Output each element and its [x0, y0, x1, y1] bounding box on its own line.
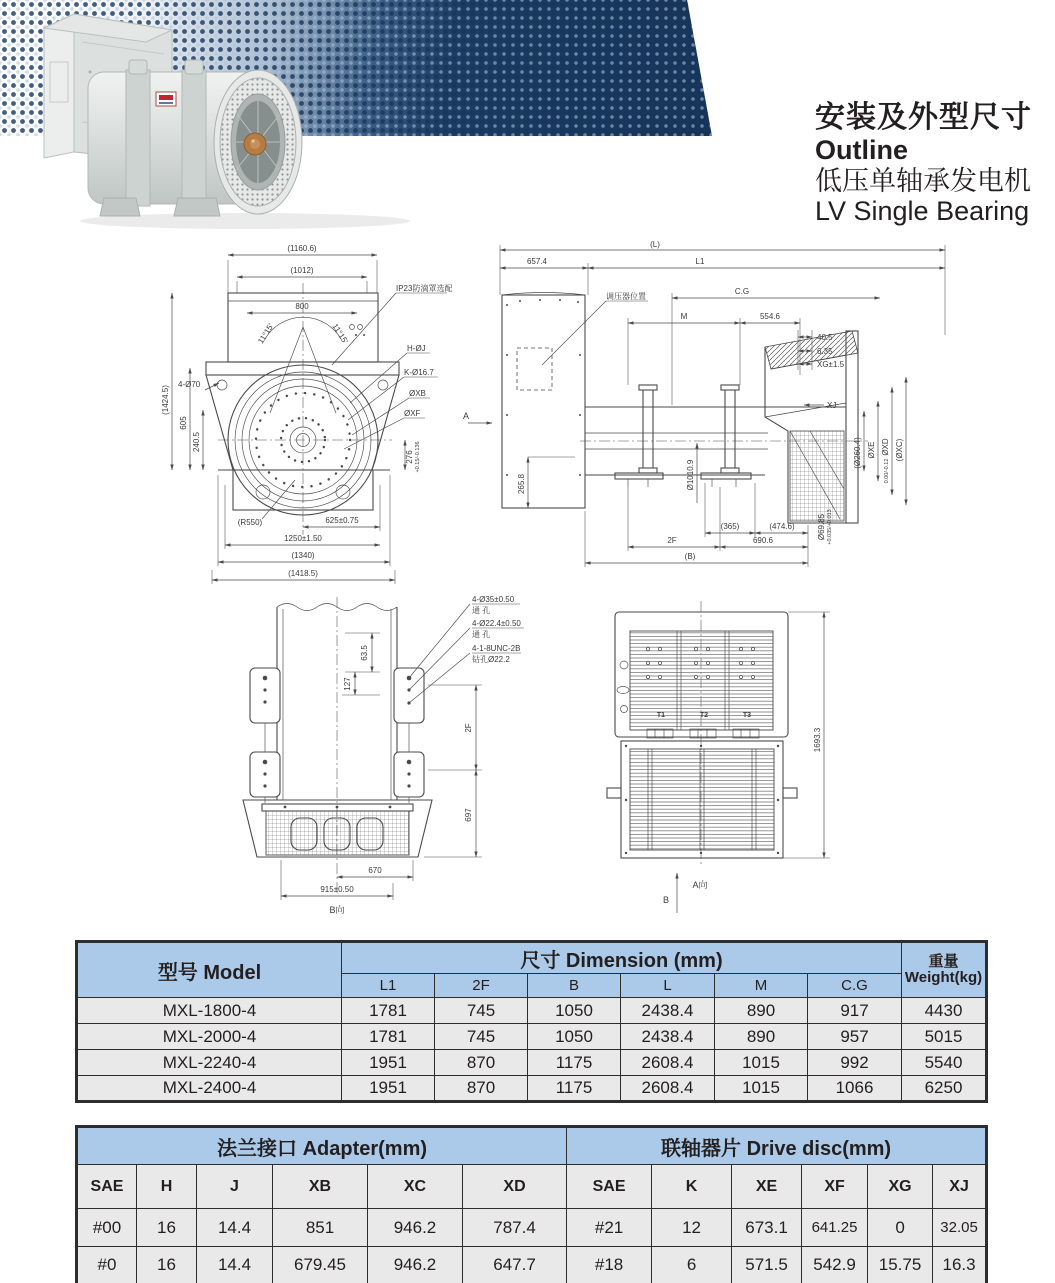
dim-label: 697 [464, 808, 473, 822]
cell: 5015 [902, 1024, 987, 1050]
cell: 946.2 [368, 1247, 463, 1283]
cell: #0 [77, 1247, 137, 1283]
dim-label: Ø1010.9 [686, 459, 695, 491]
cell: 679.45 [273, 1247, 368, 1283]
cell: 0 [868, 1209, 933, 1247]
dim-label: 2F [667, 536, 677, 545]
cell: 745 [435, 998, 528, 1024]
column-header: SAE [567, 1165, 652, 1209]
terminal-label: T1 [656, 712, 666, 719]
cell: 1015 [715, 1076, 808, 1102]
leader-label: 通 孔 [472, 630, 491, 639]
side-view-drawing [463, 240, 945, 567]
cell: #18 [567, 1247, 652, 1283]
dim-label: C.G [734, 287, 750, 296]
column-header: XB [273, 1165, 368, 1209]
dim-label: (1418.5) [288, 569, 318, 578]
leader-label: 4-1-8UNC-2B [472, 644, 521, 653]
leader-label: 通 孔 [472, 606, 491, 615]
dim-label: 554.6 [759, 312, 781, 321]
model-cell: MXL-2240-4 [77, 1050, 342, 1076]
column-header: XC [368, 1165, 463, 1209]
column-header: H [137, 1165, 197, 1209]
model-cell: MXL-1800-4 [77, 998, 342, 1024]
dim-label: L1 [695, 257, 705, 266]
dim-label: 690.6 [752, 536, 774, 545]
cell: 745 [435, 1024, 528, 1050]
column-header: M [715, 974, 808, 998]
page-title-en: Outline [815, 134, 908, 165]
column-header: B [528, 974, 621, 998]
cell: 1066 [808, 1076, 902, 1102]
cell: 917 [808, 998, 902, 1024]
leader-label: IP23防滴罩选配 [396, 284, 453, 293]
dim-label: 4-Ø70 [178, 380, 201, 389]
leader-label: 钻孔Ø22.2 [472, 655, 510, 664]
cell: 6 [652, 1247, 732, 1283]
cell: 1015 [715, 1050, 808, 1076]
dim-label: M [680, 312, 688, 321]
dim-label: 240.5 [192, 431, 201, 453]
dim-label: ØXD [881, 438, 890, 456]
dim-label: (474.6) [769, 522, 795, 531]
cell: 890 [715, 1024, 808, 1050]
dim-label: (ØXC) [895, 438, 904, 462]
column-header: K [652, 1165, 732, 1209]
terminal-label: T2 [699, 712, 709, 719]
drive-end-grille [214, 70, 302, 214]
dim-label: XG±1.5 [817, 360, 845, 369]
weight-header [902, 942, 987, 998]
dim-label: 276 [405, 450, 414, 464]
cell: 1050 [528, 998, 621, 1024]
cell: 992 [808, 1050, 902, 1076]
column-header: XD [463, 1165, 567, 1209]
dim-label: 915±0.50 [320, 885, 354, 894]
leader-label: 4-Ø35±0.50 [472, 595, 515, 604]
cell: 15.75 [868, 1247, 933, 1283]
dim-label: (L) [650, 240, 660, 249]
dim-label: 11°15' [256, 321, 276, 346]
leader-label: H-ØJ [407, 344, 426, 353]
cell: 641.25 [802, 1209, 868, 1247]
dim-tolerance: +0.035/+0.013 [827, 509, 833, 545]
leader-label: ØXF [404, 409, 421, 418]
model-cell: MXL-2400-4 [77, 1076, 342, 1102]
column-header: C.G [808, 974, 902, 998]
dim-label: 127 [343, 677, 352, 691]
dim-label: 657.4 [526, 257, 548, 266]
cell: 1951 [342, 1076, 435, 1102]
dim-label: (1424.5) [161, 385, 170, 415]
dim-label: 605 [179, 416, 188, 430]
cell: 542.9 [802, 1247, 868, 1283]
cell: 1781 [342, 1024, 435, 1050]
weight-header-en: Weight(kg) [904, 969, 983, 986]
dim-label: 63.5 [360, 645, 369, 661]
cell: 2438.4 [621, 1024, 715, 1050]
page-subtitle-en: LV Single Bearing [815, 196, 1030, 227]
cell: 571.5 [732, 1247, 802, 1283]
column-header: XG [868, 1165, 933, 1209]
view-label: B [662, 895, 670, 905]
table-row [77, 998, 987, 1024]
leader-label: K-Ø16.7 [404, 368, 434, 377]
dimension-header: 尺寸 Dimension (mm) [342, 942, 902, 974]
title-block [815, 101, 1032, 226]
cell: 6250 [902, 1076, 987, 1102]
cell: 32.05 [933, 1209, 987, 1247]
leader-label: 调压器位置 [606, 292, 646, 301]
section-label: A [462, 411, 470, 421]
dim-label: (R550) [237, 518, 263, 527]
dim-label: (1012) [290, 266, 314, 275]
adapter-drive-disc-table [75, 1125, 988, 1283]
cell: 16 [137, 1247, 197, 1283]
model-header [77, 942, 342, 998]
dim-label: XJ [827, 401, 837, 410]
view-label: B向 [329, 905, 345, 915]
dim-tolerance: +0.15/-0.136 [415, 441, 421, 473]
cell: 870 [435, 1050, 528, 1076]
cell: 2608.4 [621, 1076, 715, 1102]
dim-label: 265.8 [517, 473, 526, 495]
cell: 12 [652, 1209, 732, 1247]
generator-photo [30, 2, 460, 234]
drive-disc-header: 联轴器片 Drive disc(mm) [567, 1127, 987, 1165]
table-row [77, 1209, 987, 1247]
cell: 5540 [902, 1050, 987, 1076]
cell: 1951 [342, 1050, 435, 1076]
view-label: A向 [692, 880, 708, 890]
column-header: XE [732, 1165, 802, 1209]
table-row [77, 1050, 987, 1076]
dim-label: (1160.6) [287, 244, 317, 253]
dim-label: (B) [684, 552, 696, 561]
dim-label: 1250±1.50 [284, 534, 322, 543]
cell: 2608.4 [621, 1050, 715, 1076]
dim-label: ØXE [867, 441, 876, 459]
terminal-label: T3 [742, 712, 752, 719]
cell: 870 [435, 1076, 528, 1102]
dimension-table [75, 940, 988, 1103]
dim-label: 11°15' [330, 321, 350, 346]
column-header: L1 [342, 974, 435, 998]
cell: 851 [273, 1209, 368, 1247]
cell: 890 [715, 998, 808, 1024]
dim-label: (365) [720, 522, 740, 531]
leader-label: 4-Ø22.4±0.50 [472, 619, 521, 628]
dim-label: 800 [295, 302, 309, 311]
model-cell: MXL-2000-4 [77, 1024, 342, 1050]
column-header: J [197, 1165, 273, 1209]
dim-label: 625±0.75 [325, 516, 359, 525]
front-view-drawing [161, 244, 452, 584]
dim-label: (1340) [291, 551, 315, 560]
dim-label: (Ø260.4) [853, 437, 862, 469]
cell: 2438.4 [621, 998, 715, 1024]
column-header: SAE [77, 1165, 137, 1209]
table-row [77, 1247, 987, 1283]
top-rear-view-drawing [607, 601, 830, 913]
cell: 16.3 [933, 1247, 987, 1283]
cell: 14.4 [197, 1209, 273, 1247]
leader-label: ØXB [409, 389, 426, 398]
cell: 16 [137, 1209, 197, 1247]
cell: #21 [567, 1209, 652, 1247]
weight-header-cn: 重量 [928, 952, 959, 970]
dim-label: 2F [464, 723, 473, 733]
cell: 1781 [342, 998, 435, 1024]
dim-tolerance: 0.00/-0.12 [884, 458, 890, 484]
cell: #00 [77, 1209, 137, 1247]
table-row [77, 1076, 987, 1102]
column-header: XF [802, 1165, 868, 1209]
cell: 673.1 [732, 1209, 802, 1247]
cell: 1050 [528, 1024, 621, 1050]
dim-label: 670 [368, 866, 382, 875]
cell: 1175 [528, 1076, 621, 1102]
model-header-cn: 型号 [157, 961, 198, 984]
column-header: XJ [933, 1165, 987, 1209]
cell: 647.7 [463, 1247, 567, 1283]
b-view-drawing [243, 595, 524, 915]
column-header: 2F [435, 974, 528, 998]
dim-label: Ø69.85 [817, 513, 826, 541]
cell: 957 [808, 1024, 902, 1050]
cell: 1175 [528, 1050, 621, 1076]
model-header-en: Model [203, 961, 262, 984]
cell: 4430 [902, 998, 987, 1024]
page-title-cn: 安装及外型尺寸 [815, 101, 1032, 134]
column-header: L [621, 974, 715, 998]
dim-label: 1693.3 [813, 727, 822, 753]
table-row [77, 1024, 987, 1050]
cell: 787.4 [463, 1209, 567, 1247]
cell: 14.4 [197, 1247, 273, 1283]
technical-drawings [0, 235, 1055, 935]
cell: 946.2 [368, 1209, 463, 1247]
page-subtitle-cn: 低压单轴承发电机 [815, 165, 1031, 196]
adapter-header: 法兰接口 Adapter(mm) [77, 1127, 567, 1165]
